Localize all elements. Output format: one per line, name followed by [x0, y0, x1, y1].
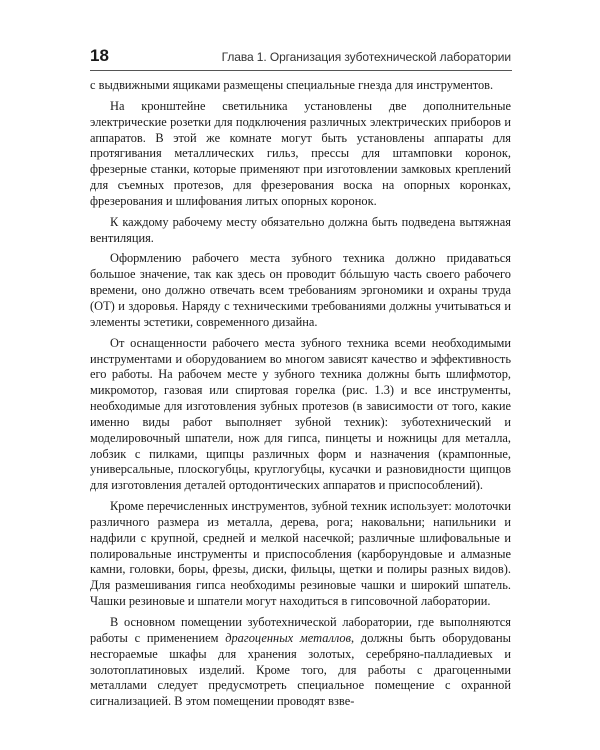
paragraph-ventilation: К каждому рабочему месту обязательно должна быть подведена вытяжная вентиляция. [90, 214, 511, 245]
paragraph-continuation: с выдвижными ящиками размещены специальные гнезда для инструментов. [90, 78, 494, 92]
paragraph-additional-tools: Кроме перечисленных инструментов, зубной техник использует: молоточки различного размера из металла, дерева, рога; наковальни; напильники и надфили с крупной, средней и мелкой насечкой; различные шлифовальные и полировальные инструменты и приспособления (карборундовые и алмазные камни, головки, боры, фрезы, диски, фильцы, щетки и полиры разных видов). Для размешивания гипса необходимы резиновые чашки и широкий шпатель. Чашки резиновые и шпатели могут находиться в гипсовочной лаборатории. [90, 499, 511, 609]
header-rule [90, 70, 512, 71]
page-number: 18 [90, 46, 109, 65]
precious-metals-text-after: , должны быть оборудованы несгораемые шкафы для хранения золотых, серебряно-палладиевых и золотоплатиновых изделий. Кроме того, для работы с драгоценными металлами следует предусмотреть специальное помещение с охранной сигнализацией. В этом помещении проводят взве- [90, 630, 512, 709]
precious-metals-emphasis: драгоценных металлов [225, 630, 351, 645]
body-text [90, 78, 511, 715]
running-head: Глава 1. Организация зуботехнической лаборатории [221, 50, 511, 64]
paragraph-workplace-design: Оформлению рабочего места зубного техника должно придаваться большое значение, так как здесь он проводит бóльшую часть своего рабочего времени, оно должно отвечать всем требованиям эргономики и охраны труда (ОТ) и здоровья. Наряду с техническими требованиями должны учитываться и элементы эстетики, современного дизайна. [90, 251, 511, 329]
paragraph-instruments: От оснащенности рабочего места зубного техника всеми необходимыми инструментами и оборудованием во многом зависят качество и эффективность его работы. На рабочем месте у зубного техника должны быть шлифмотор, микромотор, газовая или спиртовая горелка (рис. 1.3) и все инструменты, необходимые для изготовления зубных протезов (в зависимости от того, какие именно виды работ выполняет зубной техник): зуботехнический и моделировочный шпатели, нож для гипса, пинцеты и ножницы для металла, лобзик с пилками, щипцы различных форм и назначения (крампонные, универсальные, плоскогубцы, круглогубцы, кусачки и разновидности щипцов для изготовления деталей ортодонтических аппаратов и приспособлений). [90, 335, 511, 493]
precious-metals-text-before: В основном помещении зуботехнической лаборатории, где выполняются работы с применением [90, 615, 511, 645]
paragraph-precious-metals [90, 615, 511, 710]
paragraph-lamp-outlets: На кронштейне светильника установлены две дополнительные электрические розетки для подключения различных электрических приборов и аппаратов. В этой же комнате могут быть установлены аппараты для протягивания металлических гильз, прессы для штамповки коронок, фрезерные станки, которые применяют при изготовлении замковых креплений для съемных протезов, для фрезерования воска на опорных коронках, фрезерования и шлифования литых опорных коронок. [90, 98, 511, 208]
